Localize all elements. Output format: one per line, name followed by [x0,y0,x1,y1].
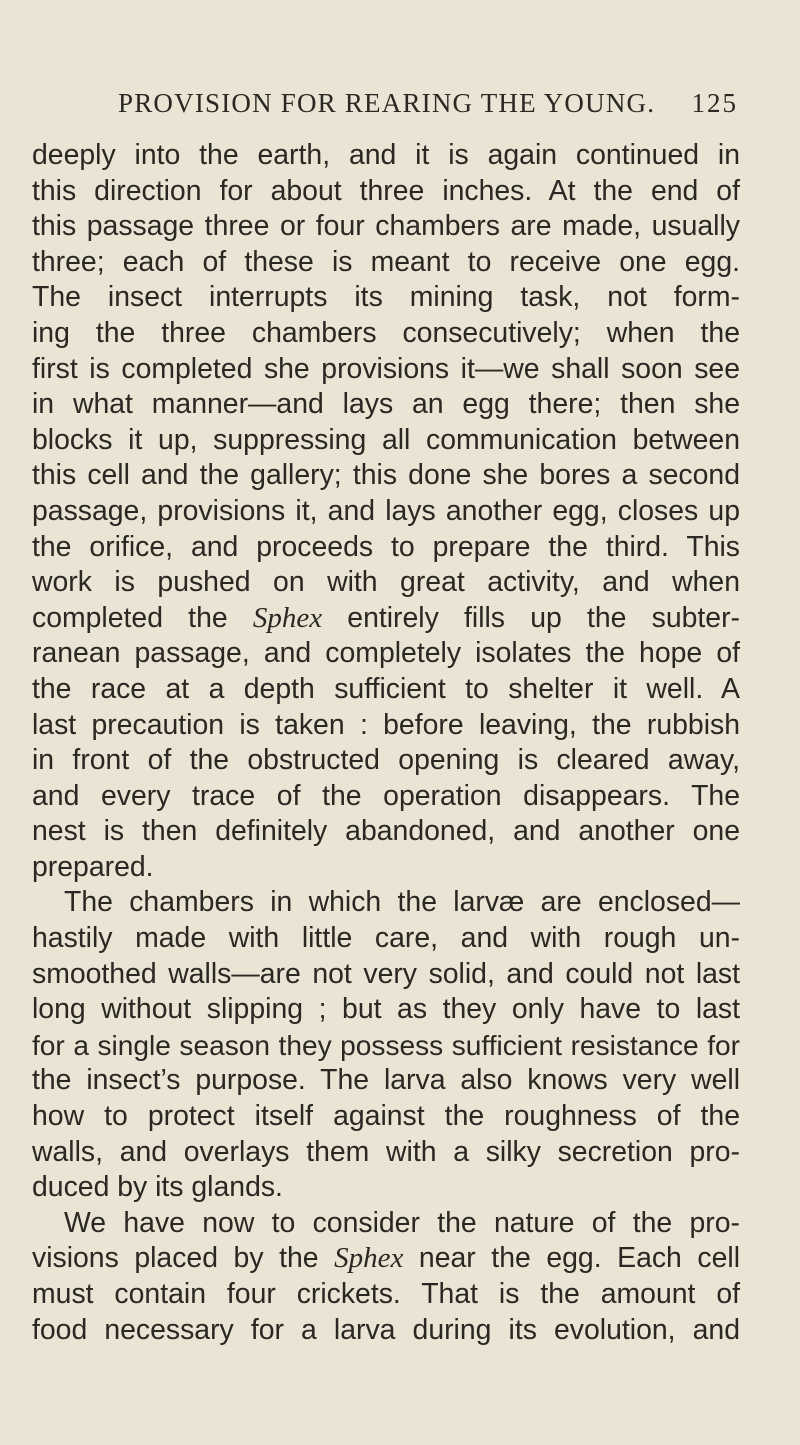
text-line: in front of the obstructed opening is cleared away, [32,744,740,777]
text-line: and every trace of the operation disappears. The [32,779,740,812]
text-segment: completed the [32,601,253,634]
text-line: smoothed walls—are not very solid, and could not last [32,957,740,990]
text-line: food necessary for a larva during its evolution, and [32,1313,740,1346]
body-text [32,138,740,1348]
text-line: ranean passage, and completely isolates the hope of [32,637,740,670]
text-line: the race at a depth sufficient to shelter it well. A [32,672,740,705]
text-line: first is completed she provisions it—we shall soon see [32,352,740,385]
text-line: three; each of these is meant to receive one egg. [32,245,740,278]
text-line: this cell and the gallery; this done she bores a second [32,459,740,492]
text-line: duced by its glands. [32,1171,283,1204]
text-line: We have now to consider the nature of the pro- [64,1206,740,1239]
text-line [32,601,740,637]
text-line: prepared. [32,850,154,883]
text-line: this passage three or four chambers are made, usually [32,210,740,243]
text-line: the insect’s purpose. The larva also knows very well [32,1064,740,1097]
text-line: hastily made with little care, and with rough un- [32,922,740,955]
text-line: The chambers in which the larvæ are enclosed— [64,886,740,919]
text-line: for a single season they possess sufficient resistance for [32,1029,740,1061]
text-segment: entirely fills up the subter- [322,601,740,634]
text-line: nest is then definitely abandoned, and another one [32,815,740,848]
italic-genus-name: Sphex [334,1242,404,1275]
page-header [118,88,738,119]
text-segment: visions placed by the [32,1242,335,1275]
text-line: this direction for about three inches. At the end of [32,174,740,207]
text-line [32,1241,740,1277]
page-number: 125 [691,88,738,118]
text-line: work is pushed on with great activity, and when [32,566,740,599]
text-line: blocks it up, suppressing all communication between [32,423,740,456]
text-line: last precaution is taken : before leaving, the rubbish [32,708,740,741]
text-line: long without slipping ; but as they only have to last [32,993,740,1026]
text-line: in what manner—and lays an egg there; then she [32,388,740,421]
text-line: passage, provisions it, and lays another egg, closes up [32,494,740,527]
italic-genus-name: Sphex [252,601,323,634]
running-title: PROVISION FOR REARING THE YOUNG. [118,88,656,118]
text-line: must contain four crickets. That is the amount of [32,1278,740,1310]
text-line: ing the three chambers consecutively; when the [32,316,740,349]
text-line: the orifice, and proceeds to prepare the third. This [32,530,740,563]
text-line: walls, and overlays them with a silky secretion pro- [32,1135,740,1168]
text-line: The insect interrupts its mining task, not form- [32,281,740,314]
text-segment: near the egg. Each cell [403,1242,741,1275]
text-line: how to protect itself against the roughness of the [32,1100,740,1133]
text-line: deeply into the earth, and it is again continued in [32,139,740,171]
